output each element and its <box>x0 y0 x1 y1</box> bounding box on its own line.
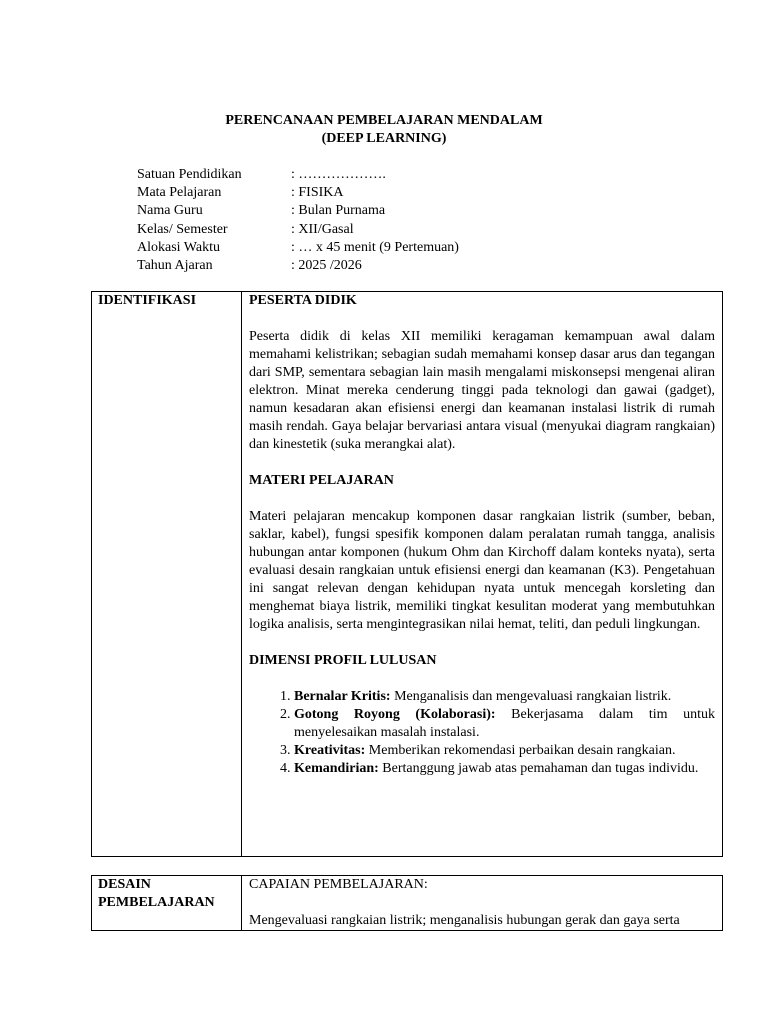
dimensi-name: Kemandirian: <box>294 761 379 776</box>
peserta-didik-text: Peserta didik di kelas XII memiliki keragaman kemampuan awal dalam memahami kelistrikan; sebagian sudah memahami konsep dasar arus dan tegangan dari SMP, sementara sebagian lain masih mengalami miskonsepsi mengenai aliran elektron. Minat mereka cenderung tinggi pada teknologi dan gawai (gadget), namun kesadaran akan efisiensi energi dan keamanan instalasi listrik di rumah masih rendah. Gaya belajar bervariasi antara visual (menyukai diagram rangkaian) dan kinestetik (suka merangkai alat). <box>249 329 715 452</box>
identifikasi-label-cell <box>92 292 242 857</box>
capaian-text: Mengevaluasi rangkaian listrik; menganalisis hubungan gerak dan gaya serta <box>249 913 680 928</box>
meta-label: Tahun Ajaran <box>137 258 213 274</box>
meta-value: : XII/Gasal <box>291 221 354 237</box>
title-line-2: (DEEP LEARNING) <box>321 131 447 146</box>
meta-label: Satuan Pendidikan <box>137 167 242 182</box>
dimensi-name: Kreativitas: <box>294 743 366 758</box>
meta-value: : … x 45 menit (9 Pertemuan) <box>291 239 459 255</box>
meta-label: Kelas/ Semester <box>137 221 228 237</box>
dimensi-desc: Menganalisis dan mengevaluasi rangkaian listrik. <box>390 689 672 704</box>
identifikasi-label: IDENTIFIKASI <box>98 293 197 308</box>
meta-row <box>137 239 459 257</box>
meta-label: Nama Guru <box>137 203 203 219</box>
meta-row <box>137 257 459 275</box>
dimensi-desc: Bertanggung jawab atas pemahaman dan tugas individu. <box>378 761 699 776</box>
meta-row <box>137 166 459 184</box>
capaian-heading: CAPAIAN PEMBELAJARAN: <box>249 877 428 892</box>
desain-label-cell <box>92 876 242 931</box>
dimensi-profil-heading: DIMENSI PROFIL LULUSAN <box>249 653 437 668</box>
meta-row <box>137 202 459 220</box>
meta-label: Mata Pelajaran <box>137 185 222 201</box>
meta-value: : ………………. <box>291 167 386 182</box>
materi-pelajaran-text: Materi pelajaran mencakup komponen dasar rangkaian listrik (sumber, beban, saklar, kabel), fungsi spesifik komponen dalam peralatan rumah tangga, analisis hubungan antar komponen (hukum Ohm dan Kirchoff dalam konteks nyata), serta evaluasi desain rangkaian untuk efisiensi energi dan keamanan (K3). Pengetahuan ini sangat relevan dengan kehidupan nyata untuk mencegah korsleting dan menghemat biaya listrik, memiliki tingkat kesulitan moderat yang membutuhkan logika analisis, serta mengintegrasikan nilai hemat, teliti, dan peduli lingkungan. <box>249 509 715 632</box>
meta-value: : FISIKA <box>291 185 344 201</box>
desain-table <box>91 875 723 931</box>
list-item <box>294 688 715 706</box>
identifikasi-content-cell <box>242 292 723 857</box>
title-line-1: PERENCANAAN PEMBELAJARAN MENDALAM <box>225 113 543 128</box>
list-item <box>294 706 715 742</box>
desain-content-cell <box>242 876 723 931</box>
peserta-didik-heading: PESERTA DIDIK <box>249 293 357 308</box>
meta-value: : 2025 /2026 <box>291 258 362 274</box>
meta-row <box>137 221 459 239</box>
meta-value: : Bulan Purnama <box>291 203 386 219</box>
meta-label: Alokasi Waktu <box>137 239 220 255</box>
list-item <box>294 742 715 760</box>
document-title <box>0 112 768 148</box>
list-item <box>294 760 715 778</box>
dimensi-name: Gotong Royong (Kolaborasi): <box>294 707 496 722</box>
dimensi-desc: Memberikan rekomendasi perbaikan desain rangkaian. <box>365 743 676 758</box>
identity-block <box>137 166 459 275</box>
dimensi-name: Bernalar Kritis: <box>294 689 391 704</box>
desain-label: DESAIN PEMBELAJARAN <box>98 877 215 910</box>
identifikasi-table <box>91 291 723 857</box>
meta-row <box>137 184 459 202</box>
dimensi-list <box>249 688 715 778</box>
dimensi-desc: Bekerjasama dalam tim untuk menyelesaikan masalah instalasi. <box>294 707 716 740</box>
materi-pelajaran-heading: MATERI PELAJARAN <box>249 473 394 488</box>
